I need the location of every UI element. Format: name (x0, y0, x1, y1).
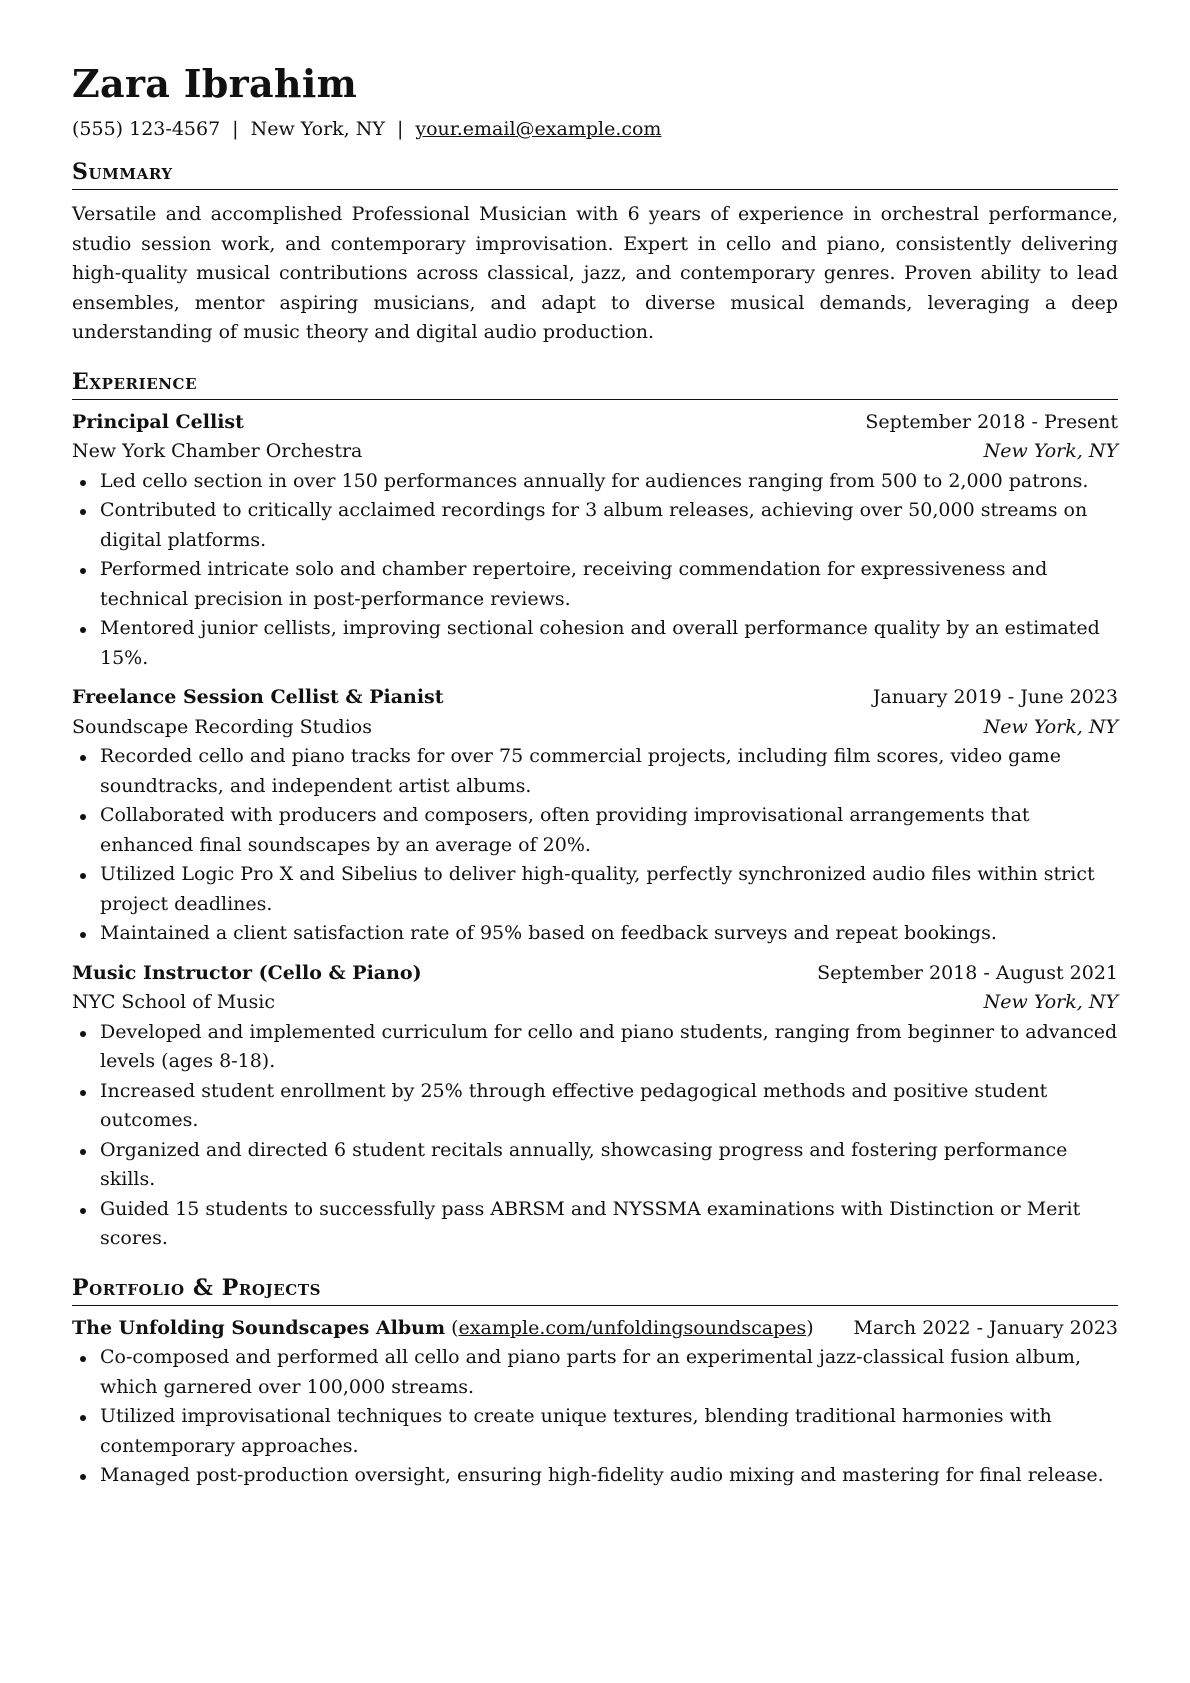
employer: New York Chamber Orchestra (72, 440, 363, 462)
summary-text: Versatile and accomplished Professional Musician with 6 years of experience in orchestral performance, studio session work, and contemporary improvisation. Expert in cello and piano, consistently delivering high-quality musical contributions across classical, jazz, and contemporary genres. Proven ability to lead ensembles, mentor aspiring musicians, and adapt to diverse musical demands, leveraging a deep understanding of music theory and digital audio production. (72, 203, 1118, 343)
bullet-item: Contributed to critically acclaimed recordings for 3 album releases, achieving over 50,000 streams on digital platforms. (100, 496, 1118, 555)
project-link[interactable]: example.com/unfoldingsoundscapes (458, 1316, 807, 1339)
project-dates: March 2022 - January 2023 (853, 1316, 1118, 1339)
email-link[interactable]: your.email@example.com (415, 118, 662, 140)
section-heading-experience: Experience (72, 368, 1118, 400)
candidate-name: Zara Ibrahim (72, 61, 358, 106)
experience-entry (72, 683, 1118, 949)
bullet-item: Increased student enrollment by 25% through effective pedagogical methods and positive student outcomes. (100, 1077, 1118, 1136)
job-dates: September 2018 - August 2021 (817, 961, 1118, 984)
employer: NYC School of Music (72, 991, 275, 1013)
contact-separator: | (396, 118, 404, 140)
location: New York, NY (250, 118, 385, 140)
experience-entry (72, 408, 1118, 674)
bullet-item: Recorded cello and piano tracks for over 75 commercial projects, including film scores, video game soundtracks, and independent artist albums. (100, 742, 1118, 801)
bullet-list (72, 467, 1118, 674)
project-entry (72, 1314, 1118, 1491)
resume-header (72, 58, 1118, 142)
bullet-item: Mentored junior cellists, improving sectional cohesion and overall performance quality by an estimated 15%. (100, 614, 1118, 673)
experience-entry (72, 959, 1118, 1254)
project-title: The Unfolding Soundscapes Album (72, 1316, 446, 1339)
bullet-item: Co-composed and performed all cello and piano parts for an experimental jazz-classical fusion album, which garnered over 100,000 streams. (100, 1343, 1118, 1402)
section-heading-summary: Summary (72, 158, 1118, 190)
bullet-list (72, 1343, 1118, 1491)
job-location: New York, NY (983, 715, 1118, 738)
contact-separator: | (232, 118, 239, 140)
job-title: Freelance Session Cellist & Pianist (72, 686, 444, 708)
section-heading-portfolio: Portfolio & Projects (72, 1274, 1118, 1306)
bullet-item: Managed post-production oversight, ensuring high-fidelity audio mixing and mastering for final release. (100, 1461, 1118, 1491)
experience-section (72, 368, 1118, 1254)
bullet-item: Utilized improvisational techniques to create unique textures, blending traditional harmonies with contemporary approaches. (100, 1402, 1118, 1461)
phone-number: (555) 123-4567 (72, 118, 221, 140)
bullet-list (72, 1018, 1118, 1254)
link-paren-close: ) (806, 1316, 814, 1339)
job-location: New York, NY (983, 991, 1118, 1013)
job-dates: September 2018 - Present (865, 410, 1118, 433)
bullet-item: Collaborated with producers and composers, often providing improvisational arrangements that enhanced final soundscapes by an average of 20%. (100, 801, 1118, 860)
bullet-item: Performed intricate solo and chamber repertoire, receiving commendation for expressiveness and technical precision in post-performance reviews. (100, 555, 1118, 614)
job-dates: January 2019 - June 2023 (872, 686, 1118, 708)
bullet-item: Maintained a client satisfaction rate of 95% based on feedback surveys and repeat bookings. (100, 919, 1118, 949)
job-title: Principal Cellist (72, 410, 244, 433)
contact-line (72, 116, 1118, 142)
summary-section (72, 158, 1118, 348)
bullet-item: Led cello section in over 150 performances annually for audiences ranging from 500 to 2,000 patrons. (100, 467, 1118, 497)
job-location: New York, NY (983, 440, 1118, 462)
employer: Soundscape Recording Studios (72, 715, 372, 738)
bullet-item: Utilized Logic Pro X and Sibelius to deliver high-quality, perfectly synchronized audio files within strict project deadlines. (100, 860, 1118, 919)
bullet-item: Organized and directed 6 student recitals annually, showcasing progress and fostering performance skills. (100, 1136, 1118, 1195)
bullet-item: Guided 15 students to successfully pass ABRSM and NYSSMA examinations with Distinction or Merit scores. (100, 1195, 1118, 1254)
link-paren-open: ( (451, 1316, 459, 1339)
job-title: Music Instructor (Cello & Piano) (72, 961, 422, 984)
bullet-list (72, 742, 1118, 949)
portfolio-section (72, 1274, 1118, 1491)
bullet-item: Developed and implemented curriculum for cello and piano students, ranging from beginner to advanced levels (ages 8-18). (100, 1018, 1118, 1077)
